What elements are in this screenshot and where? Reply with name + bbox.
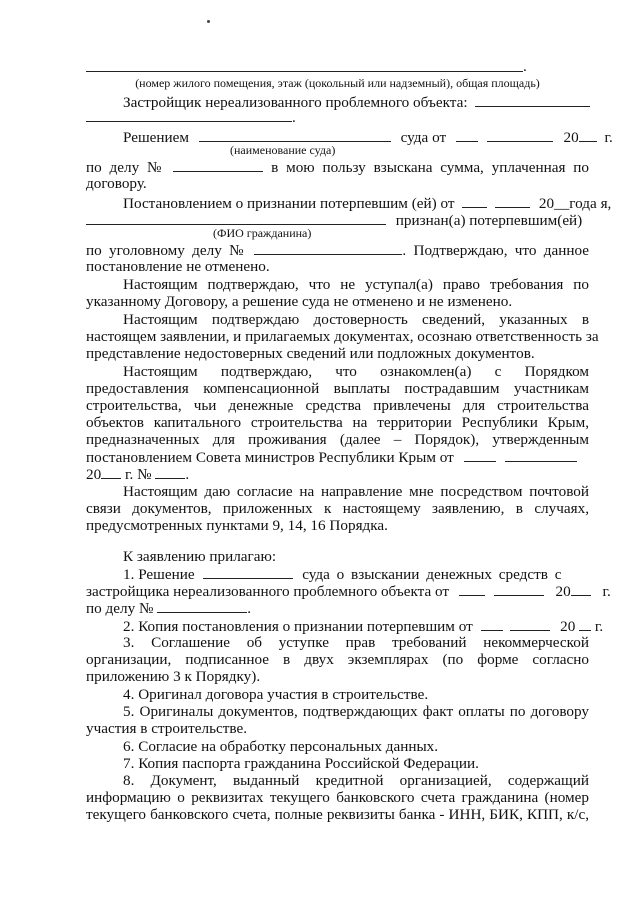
a2-text: 2. Копия постановления о признании потерпевшим от [123, 618, 473, 635]
p3-line-6-text: постановлением Совета министров Республики Крым от [86, 449, 454, 466]
p2-line-2: настоящем заявлении, и прилагаемых документах, осознаю ответственность за [86, 328, 599, 345]
fio-caption: (ФИО гражданина) [213, 226, 312, 240]
a3-line-2: организации, подписанное в двух экземплярах (по форме согласно [86, 651, 589, 668]
fio-blank [86, 211, 386, 225]
developer-label: Застройщик нереализованного проблемного объекта: [123, 94, 468, 111]
p3-day-blank [464, 448, 496, 462]
a1-end: . [247, 600, 252, 617]
year-suffix: г. [604, 129, 613, 146]
month-blank [487, 128, 553, 142]
a1-line-3 [86, 599, 589, 617]
res-year: 20__года я, [538, 195, 612, 212]
p3-number-label: г. № [124, 466, 152, 483]
contract-line: договору. [86, 175, 147, 192]
a1-case: по делу № [86, 600, 154, 617]
case-text: в мою пользу взыскана сумма, уплаченная по [271, 159, 589, 176]
res-month-blank [495, 194, 530, 208]
year-blank [579, 128, 597, 142]
p3-line-1: Настоящим подтверждаю, что ознакомлен(а) с Порядком [123, 363, 589, 380]
a8-line-1: 8. Документ, выданный кредитной организацией, содержащий [123, 772, 589, 789]
a1-case-blank [157, 599, 247, 613]
p4-line-3: предусмотренных пунктами 9, 14, 16 Порядка. [86, 517, 388, 534]
a1-prefix: 1. Решение [123, 566, 195, 583]
p2-line-1: Настоящим подтверждаю достоверность сведений, указанных в [123, 311, 589, 328]
a2-day-blank [481, 617, 503, 631]
a7-line: 7. Копия паспорта гражданина Российской Федерации. [123, 755, 479, 772]
p3-line-5: предназначенных для проживания (далее – Порядок), утвержденным [86, 431, 589, 448]
not-cancelled-line: постановление не отменено. [86, 258, 270, 275]
confirm-text: . Подтверждаю, что данное [402, 242, 590, 259]
a2-g: г. [594, 618, 604, 635]
day-blank [456, 128, 478, 142]
p3-year-blank [101, 465, 121, 479]
a1-court-blank [203, 565, 293, 579]
p4-line-1: Настоящим даю согласие на направление мне посредством почтовой [123, 483, 589, 500]
a1-l2-text: застройщика нереализованного проблемного объекта от [86, 583, 450, 600]
a1-month-blank [494, 582, 544, 596]
case-blank [173, 158, 263, 172]
developer-blank [475, 93, 590, 107]
p3-line-4: объектов капитального строительства на территории Республики Крым, [86, 414, 589, 431]
p3-line-6 [86, 448, 589, 466]
a1-year: 20 [555, 583, 571, 600]
period-mark: . [523, 58, 527, 75]
attachments-heading: К заявлению прилагаю: [123, 548, 277, 565]
a3-line-3: приложению 3 к Порядку). [86, 668, 261, 685]
a1-text: суда о взыскании денежных средств с [302, 566, 562, 583]
a6-line: 6. Согласие на обработку персональных данных. [123, 738, 439, 755]
a1-g: г. [602, 583, 611, 600]
p4-line-2: связи документов, приложенных к настоящему заявлению, в случаях, [86, 500, 589, 517]
p1-line-2: указанному Договору, а решение суда не отменено и не изменено. [86, 293, 513, 310]
a2-month-blank [510, 617, 550, 631]
criminal-case-label: по уголовному делу № [86, 242, 248, 259]
p2-line-3: представление недостоверных сведений или подложных документов. [86, 345, 535, 362]
a8-line-2: информацию о реквизитах текущего банковского счета гражданина (номер [86, 789, 589, 806]
a2-line [123, 617, 604, 635]
scan-speck [207, 20, 210, 23]
court-from-label: суда от [400, 129, 447, 146]
p3-line-7 [86, 465, 589, 483]
developer-line-2 [86, 108, 589, 126]
a8-line-3: текущего банковского счета, полные реквизиты банка - ИНН, БИК, КПП, к/с, [86, 806, 589, 823]
recognized-text: признан(а) потерпевшим(ей) [395, 212, 583, 229]
blank-line-address [86, 71, 523, 72]
p3-year: 20 [86, 466, 102, 483]
p1-line-1: Настоящим подтверждаю, что не уступал(а) право требования по [123, 276, 589, 293]
resolution-label: Постановлением о признании потерпевшим (ей) от [123, 195, 455, 212]
a4-line: 4. Оригинал договора участия в строительстве. [123, 686, 429, 703]
a3-line-1: 3. Соглашение об уступке прав требований некоммерческой [123, 634, 589, 651]
court-caption: (наименование суда) [230, 143, 336, 157]
criminal-case-blank [254, 241, 402, 255]
p3-month-blank [505, 448, 577, 462]
address-caption: (номер жилого помещения, этаж (цокольный или надземный), общая площадь) [135, 76, 540, 90]
p3-line-3: строительства, чьи денежные средства привлечены для строительства [86, 397, 589, 414]
p3-line-2: предоставления компенсационной выплаты пострадавшим участникам [86, 380, 589, 397]
a1-day-blank [459, 582, 485, 596]
res-day-blank [462, 194, 487, 208]
p3-end: . [185, 466, 190, 483]
p3-number-blank [155, 465, 185, 479]
resolution-line [123, 194, 612, 212]
developer-blank-2 [86, 108, 292, 122]
criminal-case-line [86, 241, 589, 259]
a2-year-blank [579, 617, 591, 631]
developer-period: . [292, 109, 296, 126]
a1-year-blank [571, 582, 591, 596]
decision-label: Решением [123, 129, 190, 146]
a5-line-2: участия в строительстве. [86, 720, 247, 737]
year-prefix: 20 [563, 129, 579, 146]
case-line [86, 158, 589, 176]
a1-line-2 [86, 582, 611, 600]
a5-line-1: 5. Оригиналы документов, подтверждающих факт оплаты по договору [123, 703, 589, 720]
a2-year: 20 [560, 618, 576, 635]
case-prefix: по делу № [86, 159, 166, 176]
a1-line-1 [123, 565, 589, 583]
court-name-blank [199, 128, 391, 142]
